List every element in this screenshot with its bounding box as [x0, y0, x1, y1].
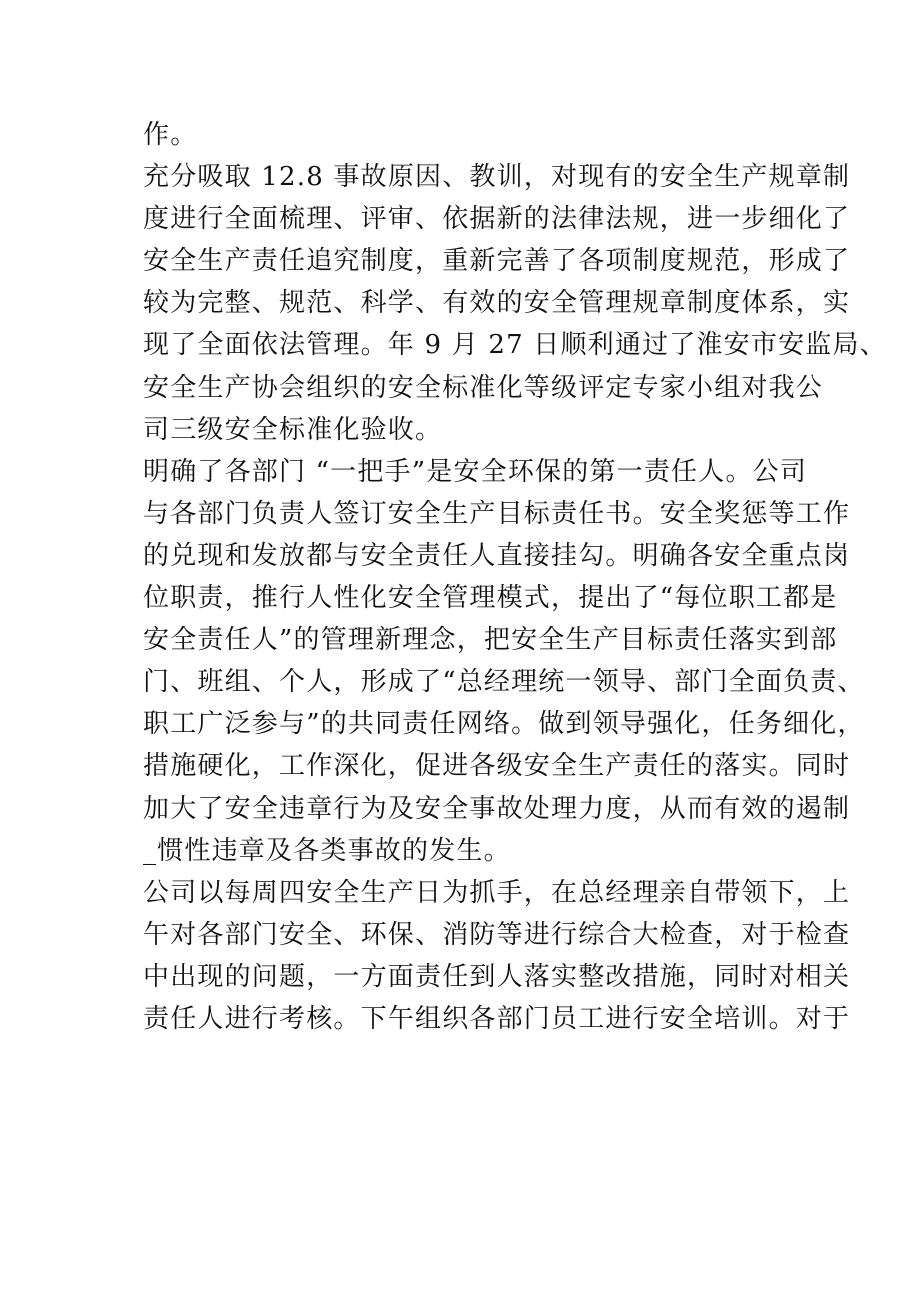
text-line: 责任人进行考核。下午组织各部门员工进行安全培训。对于	[143, 1003, 851, 1034]
text-line: 作。	[143, 120, 198, 150]
text-line: 较为完整、规范、科学、有效的安全管理规章制度体系，实	[143, 288, 851, 319]
text-line: _惯性违章及各类事故的发生。	[143, 835, 511, 866]
text-line: 位职责，推行人性化安全管理模式，提出了“每位职工都是	[143, 583, 838, 614]
text-line: 门、班组、个人，形成了“总经理统一领导、部门全面负责、	[143, 667, 865, 698]
text-line: 安全责任人”的管理新理念，把安全生产目标责任落实到部	[143, 625, 838, 656]
text-line: 度进行全面梳理、评审、依据新的法律法规，进一步细化了	[143, 204, 851, 235]
text-line: 与各部门负责人签订安全生产目标责任书。安全奖惩等工作	[143, 498, 851, 529]
text-line: 职工广泛参与”的共同责任网络。做到领导强化，任务细化，	[143, 709, 865, 740]
text-line: 加大了安全违章行为及安全事故处理力度，从而有效的遏制	[143, 793, 851, 824]
text-line: 现了全面依法管理。年 9 月 27 日顺利通过了淮安市安监局、	[143, 330, 887, 361]
text-line: 的兑现和发放都与安全责任人直接挂勾。明确各安全重点岗	[143, 540, 851, 571]
text-line: 午对各部门安全、环保、消防等进行综合大检查，对于检查	[143, 919, 851, 950]
text-line: 充分吸取 12.8 事故原因、教训，对现有的安全生产规章制	[143, 162, 851, 193]
document-body	[143, 114, 887, 1040]
text-line: 安全生产责任追究制度，重新完善了各项制度规范，形成了	[143, 246, 851, 277]
text-line: 措施硬化，工作深化，促进各级安全生产责任的落实。同时	[143, 751, 851, 782]
text-line: 中出现的问题，一方面责任到人落实整改措施，同时对相关	[143, 961, 851, 992]
text-line: 安全生产协会组织的安全标准化等级评定专家小组对我公	[143, 372, 824, 403]
text-line: 公司以每周四安全生产日为抓手，在总经理亲自带领下，上	[143, 877, 851, 908]
text-line: 明确了各部门 “一把手”是安全环保的第一责任人。公司	[143, 456, 808, 487]
text-line: 司三级安全标准化验收。	[143, 414, 443, 445]
